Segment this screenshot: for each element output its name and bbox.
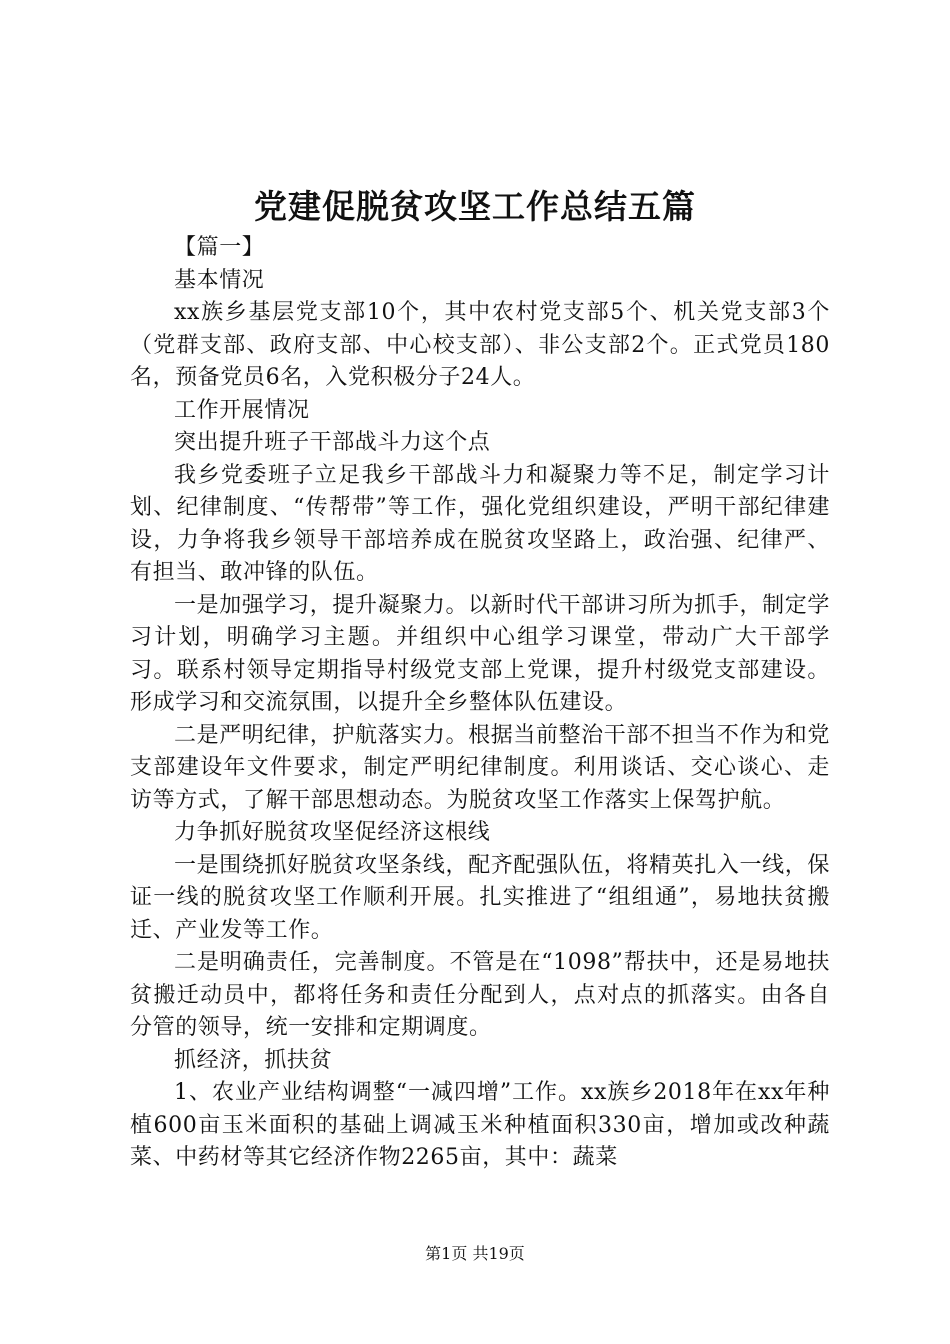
subheading-economy: 力争抓好脱贫攻坚促经济这根线 — [174, 820, 491, 845]
page-number: 第1页 共19页 — [425, 1244, 525, 1263]
subheading-poverty: 抓经济，抓扶贫 — [174, 1047, 333, 1073]
subheading-leadership: 突出提升班子干部战斗力这个点 — [174, 430, 491, 455]
subheading-work-progress: 工作开展情况 — [174, 397, 310, 423]
document-title: 党建促脱贫攻坚工作总结五篇 — [254, 187, 696, 226]
subheading-basic-situation: 基本情况 — [174, 267, 265, 293]
paragraph: 我乡党委班子立足我乡干部战斗力和凝聚力等不足，制定学习计划、纪律制度、“传帮带”等工作，强化党组织建设，严明干部纪律建设，力争将我乡领导干部培养成在脱贫攻坚路上，政治强、纪律严、有担当、敢冲锋的队伍。 — [130, 462, 830, 585]
document-body — [130, 232, 830, 1175]
paragraph: 二是严明纪律，护航落实力。根据当前整治干部不担当不作为和党支部建设年文件要求，制定严明纪律制度。利用谈话、交心谈心、走访等方式，了解干部思想动态。为脱贫攻坚工作落实上保驾护航。 — [130, 722, 830, 813]
paragraph: 一是围绕抓好脱贫攻坚条线，配齐配强队伍，将精英扎入一线，保证一线的脱贫攻坚工作顺利开展。扎实推进了“组组通”，易地扶贫搬迁、产业发等工作。 — [130, 852, 830, 943]
paragraph: 1、农业产业结构调整“一减四增”工作。xx族乡2018年在xx年种植600亩玉米面积的基础上调减玉米种植面积330亩，增加或改种蔬菜、中药材等其它经济作物2265亩，其中：蔬菜 — [130, 1080, 830, 1170]
paragraph: xx族乡基层党支部10个，其中农村党支部5个、机关党支部3个（党群支部、政府支部、中心校支部）、非公支部2个。正式党员180名，预备党员6名，入党积极分子24人。 — [130, 300, 830, 390]
paragraph: 一是加强学习，提升凝聚力。以新时代干部讲习所为抓手，制定学习计划，明确学习主题。并组织中心组学习课堂，带动广大干部学习。联系村领导定期指导村级党支部上党课，提升村级党支部建设。形成学习和交流氛围，以提升全乡整体队伍建设。 — [130, 592, 830, 715]
paragraph: 二是明确责任，完善制度。不管是在“1098”帮扶中，还是易地扶贫搬迁动员中，都将任务和责任分配到人，点对点的抓落实。由各自分管的领导，统一安排和定期调度。 — [130, 950, 830, 1040]
section-heading: 【篇一】 — [174, 235, 265, 260]
